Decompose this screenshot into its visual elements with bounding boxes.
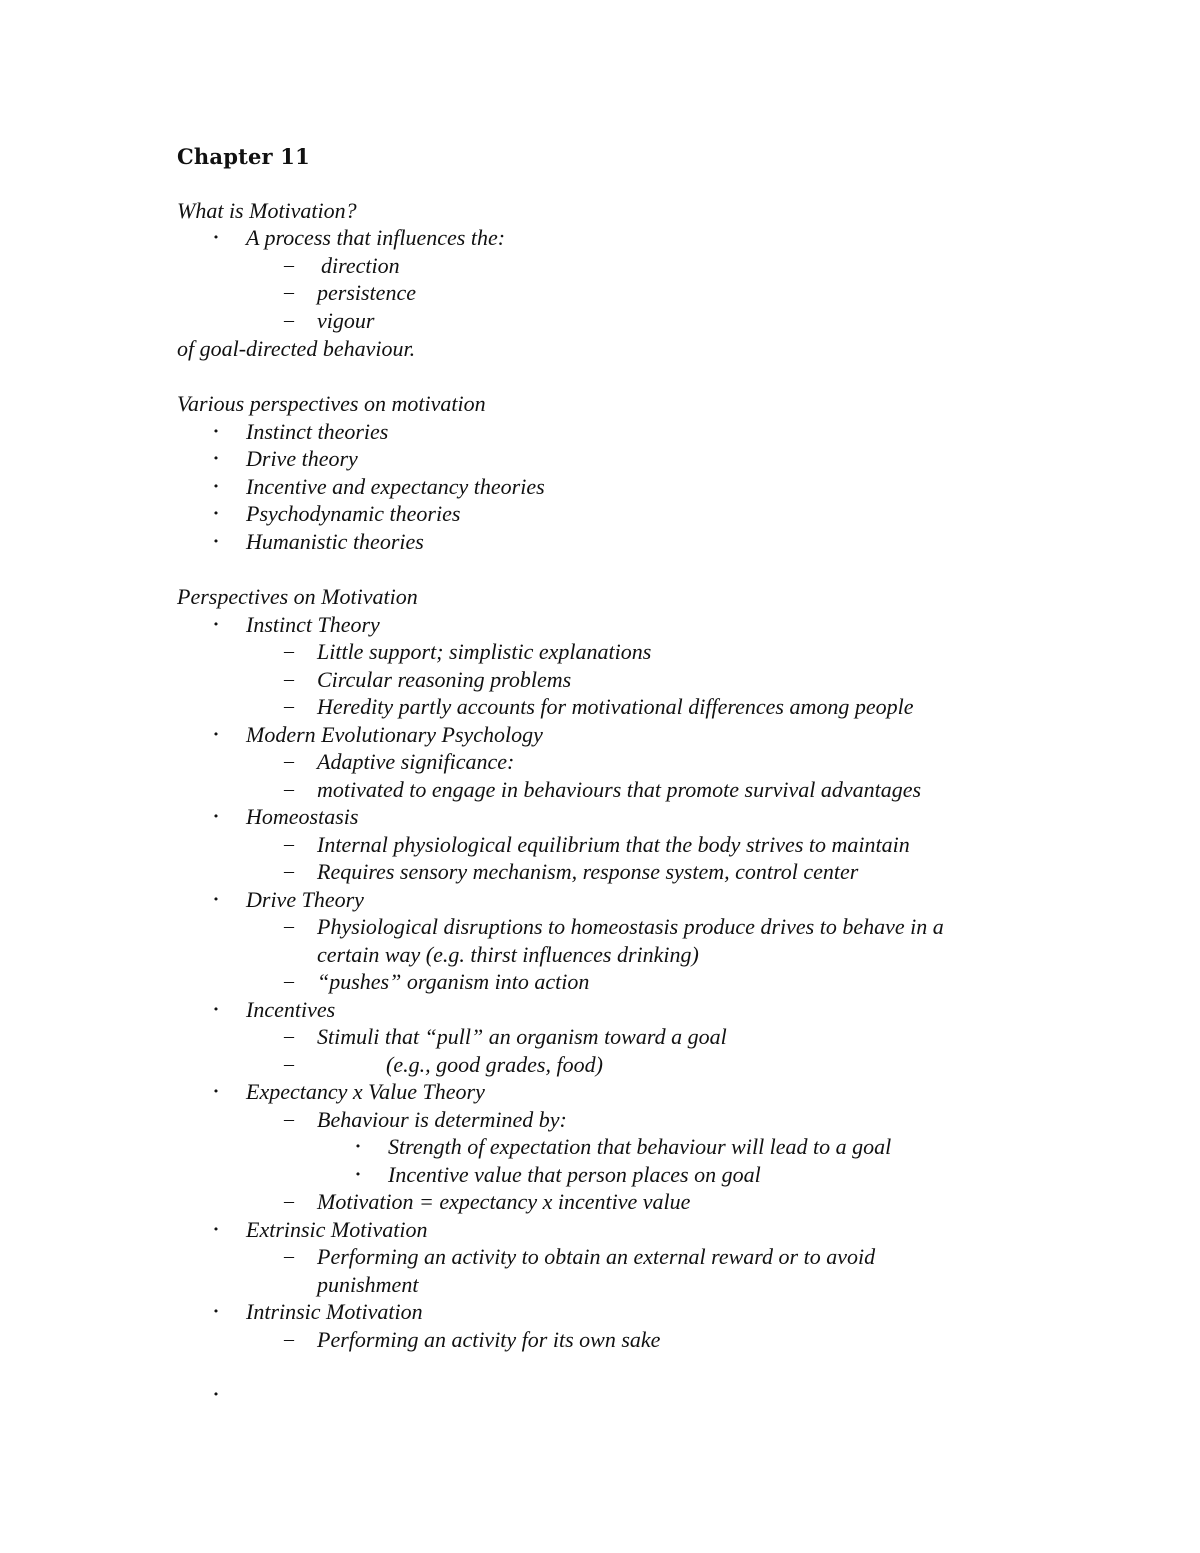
list-item: Expectancy x Value Theory [246, 1079, 485, 1104]
dash-icon: – [284, 309, 294, 331]
section-heading-what-is-motivation: What is Motivation? [177, 198, 357, 223]
sub-item-continuation: certain way (e.g. thirst influences drinking) [317, 942, 699, 967]
list-item: Homeostasis [246, 804, 359, 829]
sub-item: motivated to engage in behaviours that promote survival advantages [317, 777, 922, 802]
sub-item-continuation: punishment [317, 1272, 419, 1297]
empty-bullet-icon: • [212, 1388, 220, 1401]
list-item: Modern Evolutionary Psychology [246, 722, 543, 747]
dash-icon: – [284, 640, 294, 662]
list-item: Instinct theories [246, 419, 389, 444]
dash-icon: – [284, 1053, 294, 1075]
bullet-icon: • [212, 480, 220, 493]
bullet-icon: • [212, 535, 220, 548]
sub-item: Performing an activity for its own sake [317, 1327, 661, 1352]
dash-icon: – [284, 970, 294, 992]
sub-item: Motivation = expectancy x incentive value [317, 1189, 691, 1214]
section-heading-perspectives-on-motivation: Perspectives on Motivation [177, 584, 418, 609]
sub-item: (e.g., good grades, food) [386, 1052, 603, 1077]
paragraph-text: of goal-directed behaviour. [177, 336, 416, 361]
bullet-icon: • [212, 618, 220, 631]
dash-icon: – [284, 668, 294, 690]
dash-icon: – [284, 860, 294, 882]
bullet-icon: • [212, 810, 220, 823]
sub-item: Little support; simplistic explanations [317, 639, 652, 664]
sub-item: Internal physiological equilibrium that the body strives to maintain [317, 832, 910, 857]
list-item: Instinct Theory [246, 612, 380, 637]
dash-icon: – [284, 1245, 294, 1267]
sub-item: Physiological disruptions to homeostasis produce drives to behave in a [317, 914, 944, 939]
sub-item: Heredity partly accounts for motivational differences among people [317, 694, 914, 719]
sub-item: Stimuli that “pull” an organism toward a goal [317, 1024, 727, 1049]
sub-item: Circular reasoning problems [317, 667, 572, 692]
bullet-icon: • [212, 231, 220, 244]
sub-item: Performing an activity to obtain an external reward or to avoid [317, 1244, 876, 1269]
list-item: Psychodynamic theories [246, 501, 461, 526]
bullet-icon: • [212, 1223, 220, 1236]
list-item: Extrinsic Motivation [246, 1217, 428, 1242]
sub-item: Requires sensory mechanism, response system, control center [317, 859, 859, 884]
sub-item: direction [321, 253, 400, 278]
sub-item: Behaviour is determined by: [317, 1107, 567, 1132]
dash-icon: – [284, 750, 294, 772]
dash-icon: – [284, 254, 294, 276]
bullet-icon: • [212, 507, 220, 520]
bullet-icon: • [212, 1085, 220, 1098]
dash-icon: – [284, 1025, 294, 1047]
sub-item: Adaptive significance: [317, 749, 515, 774]
bullet-icon: • [212, 1305, 220, 1318]
sub-sub-item: Incentive value that person places on goal [388, 1162, 761, 1187]
dash-icon: – [284, 1328, 294, 1350]
chapter-title: Chapter 11 [177, 144, 310, 169]
dash-icon: – [284, 1108, 294, 1130]
sub-item: “pushes” organism into action [317, 969, 590, 994]
dash-icon: – [284, 695, 294, 717]
bullet-icon: • [212, 425, 220, 438]
list-item: Humanistic theories [246, 529, 424, 554]
dash-icon: – [284, 833, 294, 855]
list-item: Intrinsic Motivation [246, 1299, 423, 1324]
bullet-icon: • [212, 893, 220, 906]
list-item: Drive theory [246, 446, 358, 471]
bullet-icon: • [354, 1140, 362, 1153]
list-item: Incentives [246, 997, 336, 1022]
dash-icon: – [284, 1190, 294, 1212]
dash-icon: – [284, 281, 294, 303]
list-item: A process that influences the: [246, 225, 506, 250]
list-item: Incentive and expectancy theories [246, 474, 545, 499]
dash-icon: – [284, 778, 294, 800]
section-heading-various-perspectives: Various perspectives on motivation [177, 391, 486, 416]
bullet-icon: • [212, 452, 220, 465]
bullet-icon: • [212, 728, 220, 741]
bullet-icon: • [354, 1168, 362, 1181]
sub-sub-item: Strength of expectation that behaviour will lead to a goal [388, 1134, 892, 1159]
sub-item: persistence [317, 280, 416, 305]
list-item: Drive Theory [246, 887, 364, 912]
dash-icon: – [284, 915, 294, 937]
sub-item: vigour [317, 308, 375, 333]
bullet-icon: • [212, 1003, 220, 1016]
